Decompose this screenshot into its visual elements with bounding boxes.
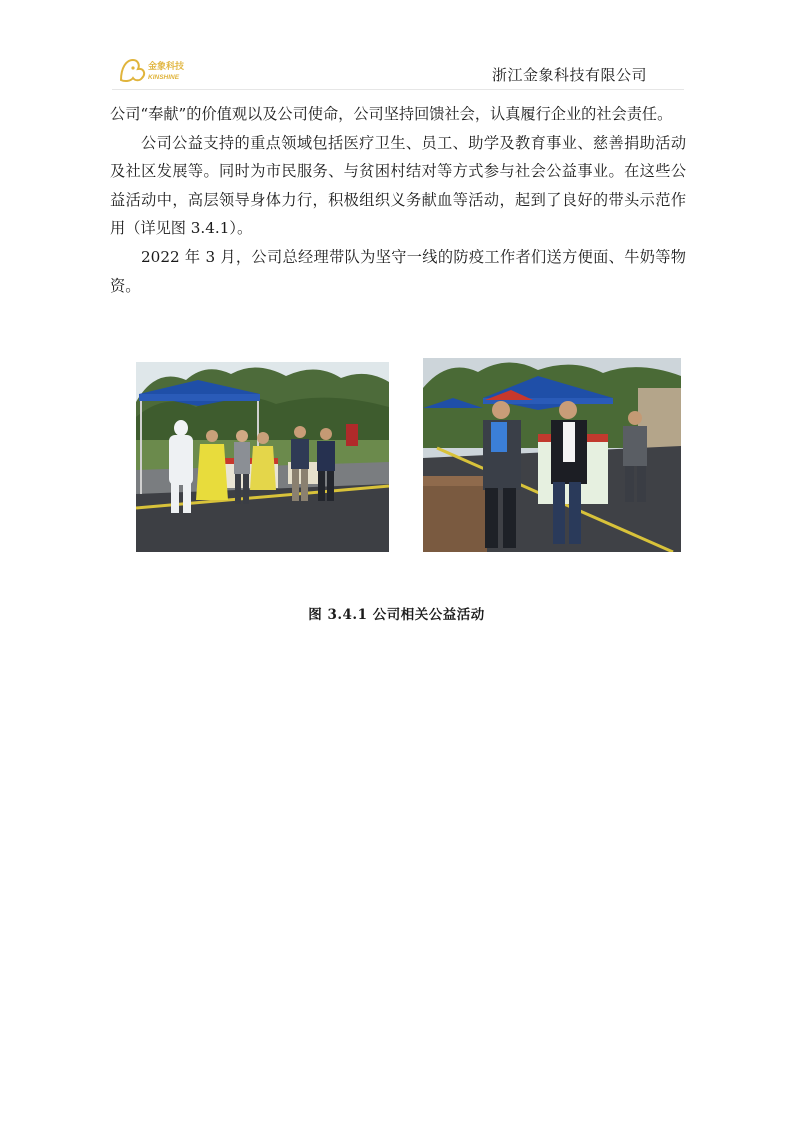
logo-subtext: KINSHINE (148, 74, 180, 81)
body-text (110, 100, 686, 300)
company-name: 浙江金象科技有限公司 (491, 66, 647, 84)
paragraph-focus-areas: 公司公益支持的重点领域包括医疗卫生、员工、助学及教育事业、慈善捐助活动及社区发展等。同时为市民服务、与贫困村结对等方式参与社会公益事业。在这些公益活动中，高层领导身体力行，积极组织义务献血等活动，起到了良好的带头示范作用（详见图 3.4.1）。 (110, 133, 686, 238)
photo-epidemic-workers (136, 362, 389, 552)
paragraph-values: 公司“奉献”的价值观以及公司使命，公司坚持回馈社会，认真履行企业的社会责任。 (110, 105, 673, 123)
page-header (0, 0, 793, 92)
figure-caption: 图 3.4.1 公司相关公益活动 (308, 607, 485, 623)
photo-manager-delivery (423, 358, 681, 552)
paragraph-donation: 2022 年 3 月，公司总经理带队为坚守一线的防疫工作者们送方便面、牛奶等物资。 (110, 247, 686, 295)
company-logo (118, 56, 198, 84)
logo-text: 金象科技 (148, 61, 185, 71)
header-divider (112, 89, 684, 90)
